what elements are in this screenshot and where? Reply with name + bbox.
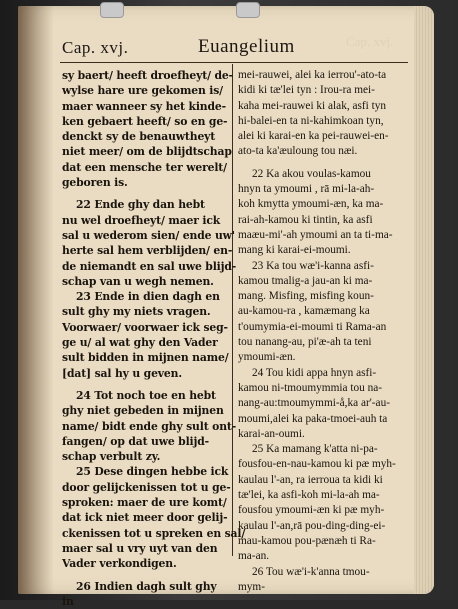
dutch-text-line: denckt sy de benauwtheyt [62, 130, 216, 144]
dutch-text-line: sy baert/ heeft droefheyt/ de- [62, 69, 233, 82]
formosan-text-line: mym- [238, 580, 265, 593]
dutch-text-spacer [62, 190, 224, 197]
formosan-text-line: mei-rauwei, alei ka ierrou'-ato-ta [238, 69, 387, 81]
formosan-text-line: mang. Misfing, misfing koun- [238, 290, 374, 303]
formosan-text-line: nang-au:tmoumymmi-å,ka ar'-au- [238, 397, 390, 410]
formosan-text-line: hi-balei-en ta ni-kahimkoan tyn, [238, 114, 384, 127]
dutch-text-line: dat een mensche ter werelt/ [62, 160, 227, 174]
dutch-text-line: ghy niet gebeden in mijnen [62, 404, 224, 418]
dutch-text-line: maer sal u vry uyt van den [62, 541, 218, 555]
page-gutter-shadow [18, 6, 54, 594]
dutch-text-line: 26 Indien dagh sult ghy [76, 579, 217, 593]
formosan-text-line: hnyn ta ymoumi , rā mi-la-ah- [238, 183, 375, 196]
formosan-text-line: kaulau l'-an, ra ierroua ta kidi ki [238, 473, 383, 486]
chapter-heading: Cap. xvj. [62, 38, 129, 57]
formosan-text-line: t'oumymia-ei-moumi ti Rama-an [238, 320, 387, 333]
dutch-text-line: 24 Tot noch toe en hebt [76, 388, 216, 402]
formosan-text-line: ymoumi-æn. [238, 351, 296, 364]
dutch-text-line: fangen/ op dat uwe blijd- [62, 434, 209, 448]
formosan-text-line: mang ki karai-ei-moumi. [238, 244, 351, 257]
page-clip-left [100, 2, 124, 18]
dutch-text-line: 23 Ende in dien dagh en [76, 290, 220, 304]
dutch-text-line: [dat] sal hy u geven. [62, 366, 182, 380]
dutch-text-line: sult bidden in mijnen name/ [62, 351, 229, 365]
formosan-text-line: kidi ki tæ'lei tyn : Irou-ra mei- [238, 84, 375, 97]
formosan-text-line: fousfou ymoumi-æn ki pæ myh- [238, 504, 385, 517]
dutch-text-line: Voorwaer/ voorwaer ick seg- [62, 320, 228, 334]
dutch-text-line: ken gebaert heeft/ so en ge- [62, 114, 228, 128]
formosan-text-line: kamou ni-tmoumymmia tou na- [238, 381, 383, 394]
formosan-text-line: fousfou-en-nau-kamou ki pæ myh- [238, 458, 396, 471]
dutch-text-line: sal u wederom sien/ ende uw' [62, 228, 235, 242]
dutch-text-line: de niemandt en sal uwe blijd- [62, 259, 237, 273]
formosan-text-line: 23 Ka tou wæ'i-kanna asfi- [252, 259, 374, 272]
dutch-text-column [62, 68, 246, 609]
dutch-text-line: in [62, 594, 74, 608]
dutch-text-line: wylse hare ure gekomen is/ [62, 84, 223, 98]
formosan-text-line: kaulau l'-an,rā pou-ding-ding-ei- [238, 519, 386, 532]
formosan-text-column [238, 68, 406, 595]
dutch-text-line: schap verbult zy. [62, 450, 161, 464]
dutch-text-line: dat ick niet meer door gelij- [62, 511, 228, 525]
dutch-text-line: Vader verkondigen. [62, 557, 177, 571]
formosan-text-line: moumi,alei ka paka-tmoei-auh ta [238, 412, 388, 425]
dutch-text-line: schap van u wegh nemen. [62, 274, 214, 288]
formosan-text-line: ma-an. [238, 550, 270, 563]
dutch-text-line: ge u/ al wat ghy den Vader [62, 336, 218, 350]
formosan-text-line: maæu-mi'-ah ymoumi an ta ti-ma- [238, 228, 393, 241]
formosan-text-line: mau-kamou pou-pænæh ti Ra- [238, 534, 376, 547]
formosan-text-line: au-kamou-ra , kamæmang ka [238, 305, 370, 318]
formosan-text-line: karai-an-oumi. [238, 427, 305, 440]
dutch-text-line: sult ghy my niets vragen. [62, 305, 211, 319]
formosan-text-line: ato-ta ka'æuloung tou næi. [238, 145, 358, 158]
formosan-text-line: kamou tmalig-a jau-an ki ma- [238, 274, 373, 287]
dutch-text-line: nu wel droefheyt/ maer ick [62, 213, 221, 227]
dutch-text-line: 25 Dese dingen hebbe ick [76, 465, 229, 479]
formosan-text-line: alei ki karai-en ka pei-rauwei-en- [238, 130, 389, 143]
column-divider [232, 64, 233, 556]
formosan-text-spacer [238, 160, 406, 167]
dutch-text-spacer [62, 572, 224, 579]
dutch-text-line: name/ bidt ende ghy sult ont- [62, 419, 237, 433]
dutch-text-line: sproken: maer de ure komt/ [62, 496, 227, 510]
book-title-heading: Euangelium [198, 36, 295, 57]
formosan-text-line: 24 Tou kidi appa hnyn asfi- [252, 366, 377, 379]
page-clip-right [236, 2, 260, 18]
dutch-text-spacer [62, 381, 224, 388]
formosan-text-line: 22 Ka akou voulas-kamou [252, 167, 371, 180]
formosan-text-line: 26 Tou wæ'i-k'anna tmou- [252, 565, 370, 578]
formosan-text-line: tæ'lei, ka asfi-koh mi-la-ah ma- [238, 489, 380, 502]
formosan-text-line: 25 Ka mamang k'atta ni-pa- [252, 443, 378, 456]
dutch-text-line: door gelijckenissen tot u ge- [62, 480, 231, 494]
dutch-text-line: maer wanneer sy het kinde- [62, 99, 226, 113]
page-edge-stack [414, 6, 434, 594]
header-rule [60, 62, 408, 63]
dutch-text-line: ckenissen tot u spreken en sal/ [62, 526, 246, 540]
formosan-text-line: koh kmytta ymoumi-æn, ka ma- [238, 198, 384, 211]
dutch-text-line: herte sal hem verblijden/ en- [62, 244, 233, 258]
formosan-text-line: kaha mei-rauwei ki alak, asfi tyn [238, 99, 387, 112]
show-through-text: Cap. xvj. [346, 34, 394, 49]
formosan-text-line: rai-ah-kamou ki tintin, ka asfi [238, 213, 373, 226]
dutch-text-line: niet meer/ om de blijdtschap [62, 145, 232, 159]
dutch-text-line: 22 Ende ghy dan hebt [76, 198, 205, 212]
dutch-text-line: geboren is. [62, 176, 128, 190]
formosan-text-line: tou nanang-au, pi'æ-ah ta teni [238, 336, 372, 349]
